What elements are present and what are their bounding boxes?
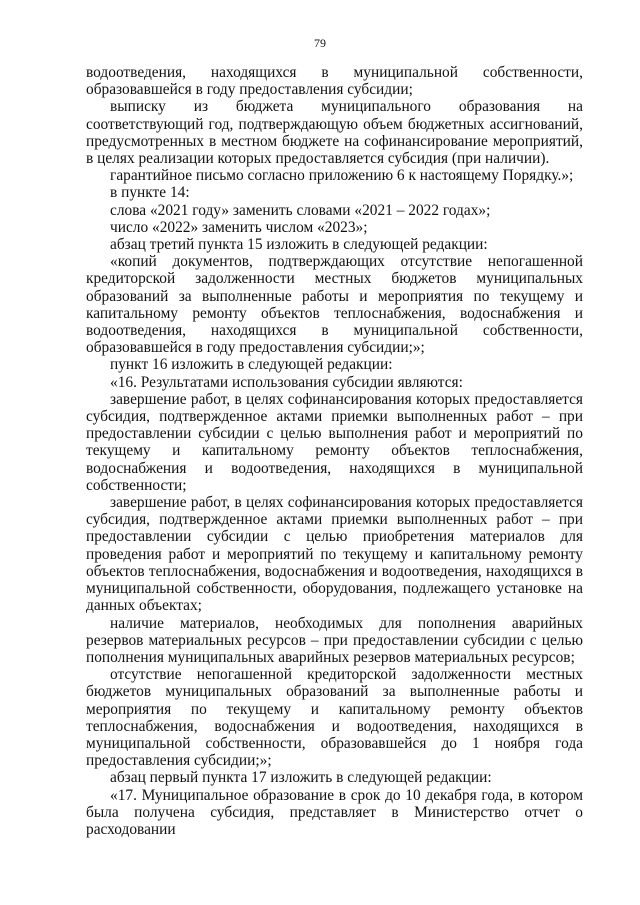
page-number: 79 (314, 36, 326, 50)
paragraph: в пункте 14: (110, 184, 190, 202)
paragraph: «копий документов, подтверждающих отсутствие непогашенной кредиторской задолженности местных бюджетов муниципальных образований за выполненные работы и мероприятия по текущему и капитальному ремонту объектов теплоснабжения, водоснабжения и водоотведения, находящихся в муниципальной собственности, образовавшейся в году предоставления субсидии;»; (86, 253, 583, 357)
paragraph: «16. Результатами использования субсидии являются: (110, 373, 463, 391)
paragraph: число «2022» заменить числом «2023»; (110, 218, 368, 236)
paragraph: водоотведения, находящихся в муниципальной собственности, образовавшейся в году предоставления субсидии; (86, 64, 583, 99)
document-body (86, 64, 583, 838)
paragraph: «17. Муниципальное образование в срок до 10 декабря года, в котором была получена субсидия, представляет в Министерство отчет о расходовании (86, 786, 583, 838)
paragraph: слова «2021 году» заменить словами «2021 – 2022 годах»; (110, 201, 491, 219)
paragraph: абзац первый пункта 17 изложить в следующей редакции: (110, 769, 492, 787)
paragraph: завершение работ, в целях софинансирования которых предоставляется субсидия, подтвержденное актами приемки выполненных работ – при предоставлении субсидии с целью выполнения работ и мероприятий по текущему и капитальному ремонту объектов теплоснабжения, водоснабжения и водоотведения, находящихся в муниципальной собственности; (86, 390, 583, 494)
paragraph: абзац третий пункта 15 изложить в следующей редакции: (110, 236, 488, 254)
paragraph: завершение работ, в целях софинансирования которых предоставляется субсидия, подтвержденное актами приемки выполненных работ – при предоставлении субсидии с целью приобретения материалов для проведения работ и мероприятий по текущему и капитальному ремонту объектов теплоснабжения, водоснабжения и водоотведения, находящихся в муниципальной собственности, оборудования, подлежащего установке на данных объектах; (86, 494, 583, 615)
paragraph: наличие материалов, необходимых для пополнения аварийных резервов материальных ресурсов – при предоставлении субсидии с целью пополнения муниципальных аварийных резервов материальных ресурсов; (86, 614, 583, 666)
paragraph: выписку из бюджета муниципального образования на соответствующий год, подтверждающую объем бюджетных ассигнований, предусмотренных в местном бюджете на софинансирование мероприятий, в целях реализации которых предоставляется субсидия (при наличии). (86, 98, 583, 168)
paragraph: отсутствие непогашенной кредиторской задолженности местных бюджетов муниципальных образований за выполненные работы и мероприятия по текущему и капитальному ремонту объектов теплоснабжения, водоснабжения и водоотведения, находящихся в муниципальной собственности, образовавшейся до 1 ноября года предоставления субсидии;»; (86, 666, 583, 770)
paragraph: гарантийное письмо согласно приложению 6 к настоящему Порядку.»; (110, 167, 574, 185)
paragraph: пункт 16 изложить в следующей редакции: (110, 356, 393, 374)
